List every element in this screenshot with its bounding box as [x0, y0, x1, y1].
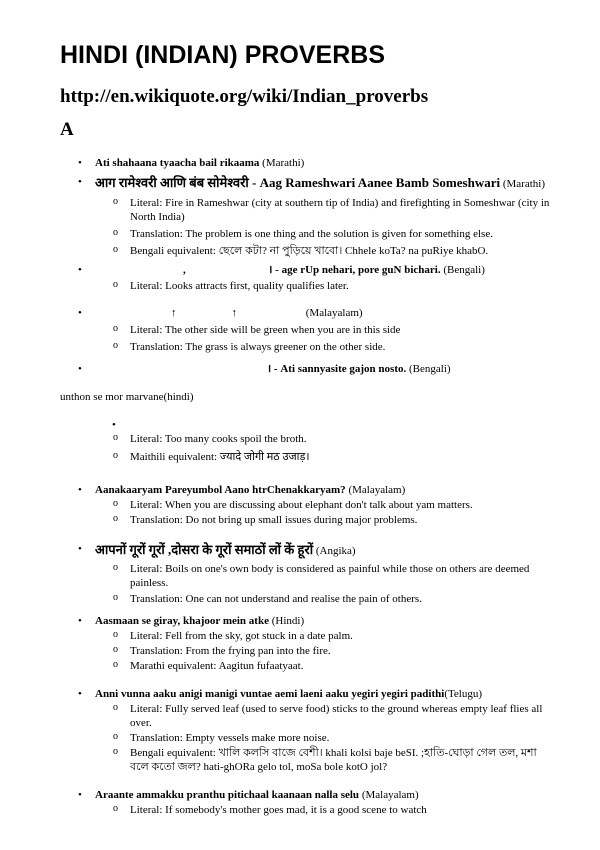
proverb-text: Aanakaaryam Pareyumbol Aano htrChenakkaryam?: [95, 484, 346, 496]
plain-text-line: [0, 390, 600, 404]
proverb-language: (Hindi): [268, 615, 305, 627]
proverb-note: o Translation: The grass is always greener on the other side.: [0, 340, 600, 354]
proverb-note: o Literal: Fully served leaf (used to serve food) sticks to the ground whereas empty leaf flies all over.: [0, 702, 600, 730]
empty-bullet: [0, 418, 600, 432]
proverb-main: [0, 541, 600, 560]
proverb-text: Araante ammakku pranthu pitichaal kaanaan nalla selu: [95, 789, 360, 801]
proverb-entry: [0, 614, 600, 673]
proverb-note: o Bengali equivalent: খালি কলসি বাজে বেশী। khali kolsi baje beSI. ;হাতি-ঘোড়া গেল তল, মশা বলে কতো জল? hati-ghORa gelo tol, moSa bole kotO jol?: [0, 746, 600, 774]
proverb-note: o Translation: Empty vessels make more noise.: [0, 731, 600, 745]
proverb-text: । - Ati sannyasite gajon nosto.: [267, 363, 407, 375]
proverb-note: o Translation: One can not understand and realise the pain of others.: [0, 592, 600, 606]
proverb-main: [0, 174, 600, 193]
source-url[interactable]: http://en.wikiquote.org/wiki/Indian_proverbs: [60, 86, 429, 107]
proverb-text: Ati shahaana tyaacha bail rikaama: [95, 157, 260, 169]
proverb-language: (Marathi): [500, 178, 545, 190]
section-letter: A: [60, 119, 74, 140]
proverb-entry: [0, 174, 600, 258]
proverb-language: (Bengali): [406, 363, 451, 375]
proverb-note: o Literal: Boils on one's own body is considered as painful while those on others are deemed painless.: [0, 562, 600, 590]
proverb-note: o Literal: If somebody's mother goes mad, it is a good scene to watch: [0, 803, 600, 817]
proverb-text: Aasmaan se giray, khajoor mein atke: [95, 615, 269, 627]
proverb-language: (Marathi): [259, 157, 305, 169]
proverb-language: (Malayalam): [359, 789, 419, 801]
proverb-main: [0, 263, 600, 277]
proverb-note: o Literal: Fell from the sky, got stuck in a date palm.: [0, 629, 600, 643]
proverb-main: [0, 483, 600, 497]
proverb-entry: [0, 362, 600, 376]
proverb-text: Anni vunna aaku anigi manigi vuntae aemi laeni aaku yegiri yegiri padithi: [95, 688, 445, 700]
proverb-main: [0, 614, 600, 628]
proverb-note: o Literal: When you are discussing about elephant don't talk about yam matters.: [0, 498, 600, 512]
proverb-entry: [0, 687, 600, 774]
proverb-entry: [0, 156, 600, 170]
proverb-note: o Translation: Do not bring up small issues during major problems.: [0, 513, 600, 527]
proverb-note: o Literal: The other side will be green when you are in this side: [0, 323, 600, 337]
proverb-entry: [0, 306, 600, 354]
proverb-main: [0, 156, 600, 170]
proverb-entry: [0, 483, 600, 527]
proverb-note: o Marathi equivalent: Aagitun fufaatyaat.: [0, 659, 600, 673]
proverb-language: ↑ ↑ (Malayalam): [171, 307, 363, 319]
page-title: HINDI (INDIAN) PROVERBS: [60, 41, 386, 69]
proverb-note: o Translation: The problem is one thing and the solution is given for something else.: [0, 227, 600, 241]
proverb-language: (Bengali): [440, 264, 485, 276]
proverb-main: [0, 788, 600, 802]
proverb-entry: [0, 263, 600, 293]
proverb-text: आग रामेश्वरी आणि बंब सोमेश्वरी - Aag Rameshwari Aanee Bamb Someshwari: [95, 175, 501, 190]
proverb-entry: [0, 788, 600, 817]
proverb-entry: [0, 541, 600, 606]
proverb-note: o Translation: From the frying pan into the fire.: [0, 644, 600, 658]
proverb-main: [0, 362, 600, 376]
proverb-note: o Bengali equivalent: ছেলে কটা? না পুড়িয়ে খাবো। Chhele koTa? na puRiye khabO.: [0, 244, 600, 258]
proverb-note: o Literal: Looks attracts first, quality qualifies later.: [0, 279, 600, 293]
proverb-entry: [0, 418, 600, 464]
proverb-main: [0, 687, 600, 701]
proverb-language: (Telugu): [444, 688, 483, 700]
proverb-language: (Malayalam): [345, 484, 406, 496]
proverb-note: o Literal: Fire in Rameshwar (city at southern tip of India) and firefighting in Someshwar (city in North India): [0, 196, 600, 224]
proverb-note: o Maithili equivalent: ज्यादे जोगी मठ उजाड़।: [0, 450, 600, 464]
plain-text: unthon se mor marvane(hindi): [60, 391, 194, 403]
proverb-text: , । - age rUp nehari, pore guN bichari.: [183, 264, 441, 276]
proverb-text: आपनों गूरों गूरों ,दोसरा के गूरों समाठों लों कें हूरों: [95, 542, 314, 557]
proverb-main: [0, 306, 600, 320]
proverb-note: o Literal: Too many cooks spoil the broth.: [0, 432, 600, 446]
proverb-language: (Angika): [313, 545, 356, 557]
